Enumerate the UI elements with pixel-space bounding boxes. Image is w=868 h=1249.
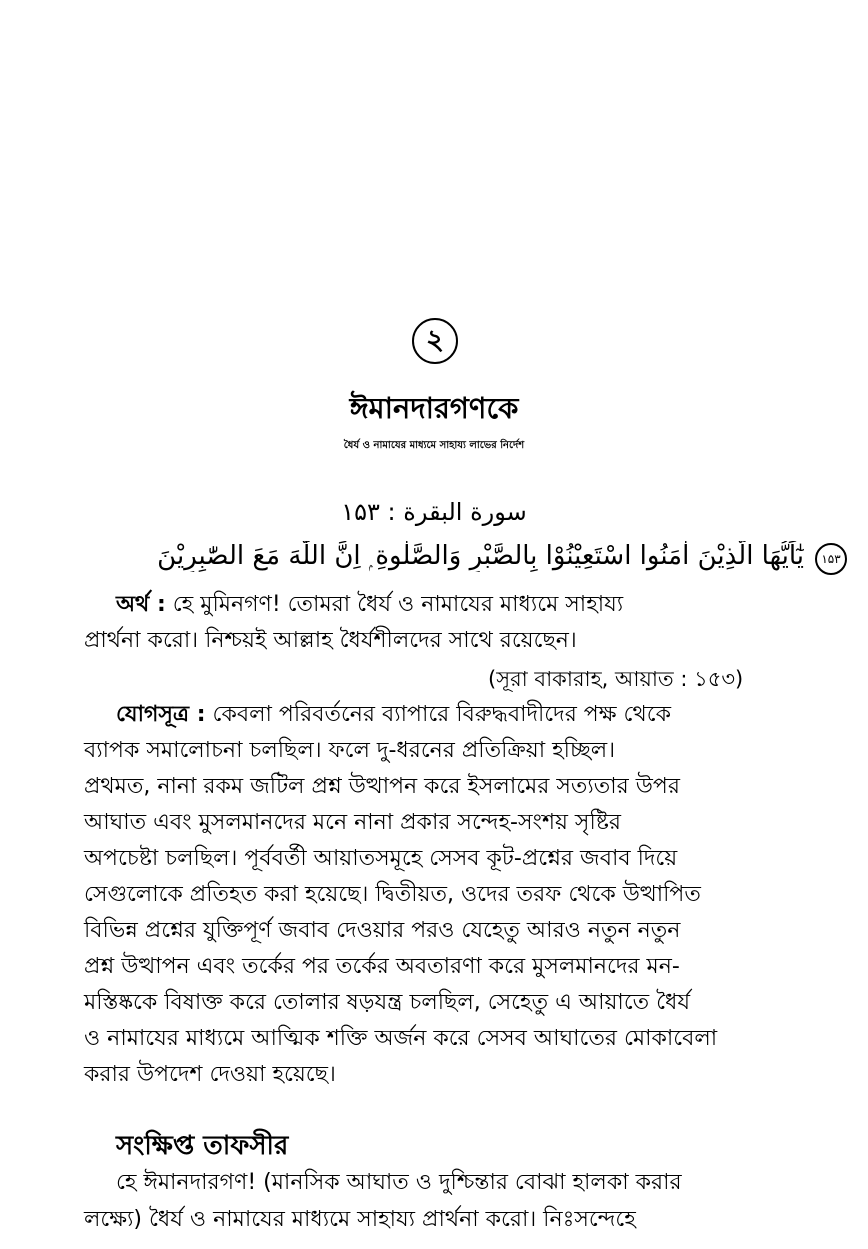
context-text-1: কেবলা পরিবর্তনের ব্যাপারে বিরুদ্ধবাদীদের পক্ষ থেকে — [205, 702, 671, 727]
context-label: যোগসূত্র : — [116, 702, 206, 727]
chapter-number: ২ — [425, 322, 445, 356]
surah-reference: سورة البقرة : ۱۵۳ — [341, 498, 527, 526]
context-line: মস্তিষ্ককে বিষাক্ত করে তোলার ষড়যন্ত্র চলছিল, সেহেতু এ আয়াতে ধৈর্য — [84, 990, 691, 1015]
ayah-badge-number: ۱۵۳ — [821, 552, 841, 566]
meaning-line-2: প্রার্থনা করো। নিশ্চয়ই আল্লাহ ধৈর্যশীলদের সাথে রয়েছেন। — [84, 628, 577, 653]
meaning-reference: (সূরা বাকারাহ, আয়াত : ১৫৩) — [488, 667, 744, 691]
ayah-arabic-text: يٰٓاَيُّهَا الَّذِيْنَ اٰمَنُوا اسْتَعِيْنُوْا بِالصَّبْرِ وَالصَّلٰوةِ ۭ اِنَّ اللّٰهَ مَعَ الصّٰبِرِيْنَ — [157, 541, 804, 571]
chapter-title-line2: ধৈর্য ও নামাযের মাধ্যমে সাহায্য লাভের নির্দেশ — [343, 440, 525, 451]
context-line-1 — [116, 700, 671, 730]
context-line: প্রথমত, নানা রকম জটিল প্রশ্ন উত্থাপন করে ইসলামের সত্যতার উপর — [84, 774, 680, 799]
meaning-line-1 — [116, 590, 623, 620]
context-line: ও নামাযের মাধ্যমে আত্মিক শক্তি অর্জন করে সেসব আঘাতের মোকাবেলা — [84, 1026, 718, 1051]
context-line: করার উপদেশ দেওয়া হয়েছে। — [84, 1062, 336, 1087]
tafsir-line: লক্ষ্যে) ধৈর্য ও নামাযের মাধ্যমে সাহায্য প্রার্থনা করো। নিঃসন্দেহে — [84, 1207, 636, 1232]
ayah-number-badge — [815, 543, 847, 575]
tafsir-line: হে ঈমানদারগণ! (মানসিক আঘাত ও দুশ্চিন্তার বোঝা হালকা করার — [116, 1170, 682, 1195]
context-line: আঘাত এবং মুসলমানদের মনে নানা প্রকার সন্দেহ-সংশয় সৃষ্টির — [84, 810, 622, 835]
context-line: প্রশ্ন উত্থাপন এবং তর্কের পর তর্কের অবতারণা করে মুসলমানদের মন- — [84, 954, 680, 979]
meaning-text-1: হে মুমিনগণ! তোমরা ধৈর্য ও নামাযের মাধ্যমে সাহায্য — [165, 592, 624, 617]
context-line: অপচেষ্টা চলছিল। পূর্ববর্তী আয়াতসমূহে সেসব কূট-প্রশ্নের জবাব দিয়ে — [84, 846, 678, 871]
chapter-number-circle — [412, 318, 458, 364]
context-line: সেগুলোকে প্রতিহত করা হয়েছে। দ্বিতীয়ত, ওদের তরফ থেকে উত্থাপিত — [84, 882, 701, 907]
tafsir-heading: সংক্ষিপ্ত তাফসীর — [116, 1131, 289, 1161]
context-line: বিভিন্ন প্রশ্নের যুক্তিপূর্ণ জবাব দেওয়ার পরও যেহেতু আরও নতুন নতুন — [84, 918, 681, 943]
chapter-title-line1: ঈমানদারগণকে — [349, 391, 519, 425]
meaning-label: অর্থ : — [116, 592, 166, 617]
context-line: ব্যাপক সমালোচনা চলছিল। ফলে দু-ধরনের প্রতিক্রিয়া হচ্ছিল। — [84, 738, 616, 763]
